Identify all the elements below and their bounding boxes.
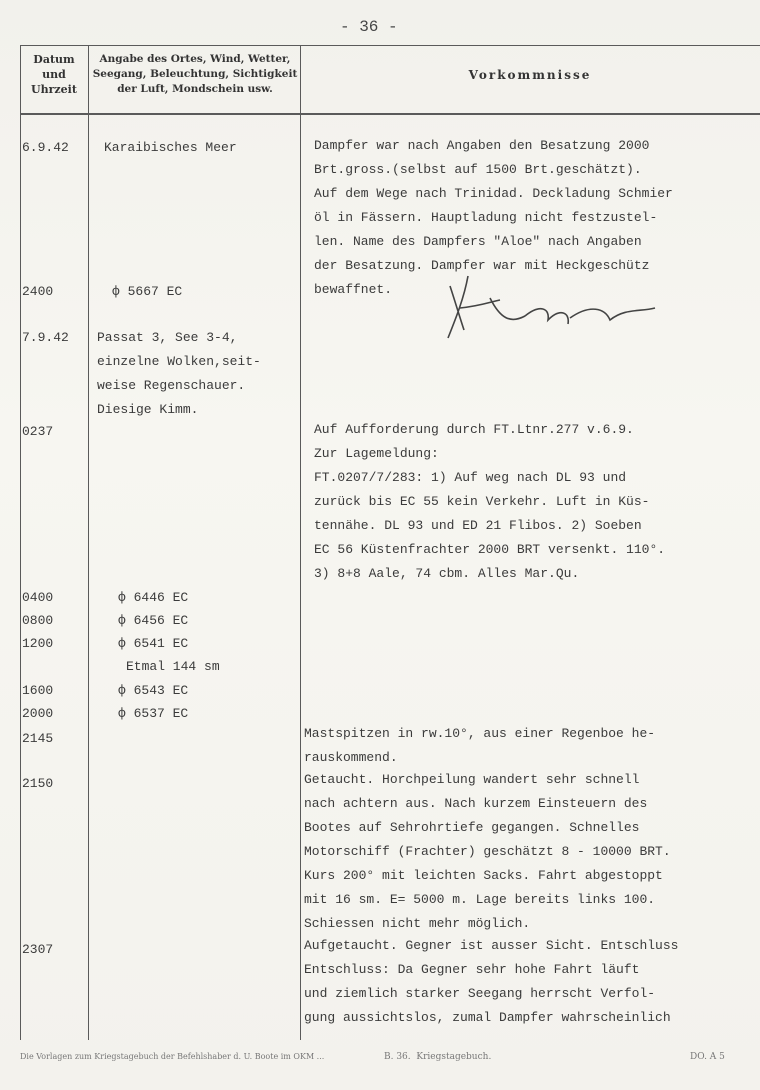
- entry-place: ф 6446 EC: [118, 590, 189, 605]
- footer-center: B. 36. Kriegstagebuch.: [384, 1052, 492, 1062]
- entry-place: ф 6456 EC: [118, 613, 189, 628]
- header-events: Vorkommnisse: [468, 68, 592, 82]
- left-border: [20, 45, 21, 1040]
- entry-time: 0400: [22, 590, 54, 605]
- entry-time: 2000: [22, 706, 54, 721]
- entry-time: 2307: [22, 942, 54, 957]
- footer-left: Die Vorlagen zum Kriegstagebuch der Befehlshaber d. U. Boote im OKM ...: [20, 1052, 325, 1061]
- entry-place: Karaibisches Meer: [104, 140, 237, 155]
- column-divider-1: [88, 45, 89, 1040]
- header-divider: [20, 113, 760, 115]
- entry-time: 2400: [22, 284, 54, 299]
- entry-time: 1200: [22, 636, 54, 651]
- entry-time: 0800: [22, 613, 54, 628]
- handwritten-signature: [430, 268, 670, 348]
- log-page: - 36 - Datum und Uhrzeit Angabe des Ortes, Wind, Wetter, Seegang, Beleuchtung, Sichtigkeit der Luft, Mondschein usw. Vorkommnisse 6.9.42 Karaibisches Meer Dampfer war nach Angaben den Besatzung 2000 Brt.gross.(selbst auf 1500 Brt.geschätzt). Auf dem Wege nach Trinidad. Deckladung Schmier öl in Fässern. Hauptladung nicht festzustel- len. Name des Dampfers "Aloe" nach Angaben der Besatzung. Dampfer war mit Heckgeschütz bewaffnet. 2400 ф 5667 EC 7.9.42 Passat 3, See 3-4, einzelne Wolken,seit- weise Regenschauer. Diesige Kimm. 0237 Auf Aufforderung durch FT.Ltnr.277 v.6.9. Zur Lagemeldung: FT.0207/7/283: 1) Auf weg nach DL 93 und zurück bis EC 55 kein Verkehr. Luft in Küs- tennähe. DL 93 und ED 21 Flibos. 2) Soeben EC 56 Küstenfrachter 2000 BRT versenkt. 110°. 3) 8+8 Aale, 74 cbm. Alles Mar.Qu. 0400 ф 6446 EC 0800 ф 6456 EC 1200 ф 6541 EC Etmal 144 sm 1600 ф 6543 EC 2000 ф 6537 EC 2145 Mastspitzen in rw.10°, aus einer Regenboe he- rauskommend. 2150 Getaucht. Horchpeilung wandert sehr schnell nach achtern aus. Nach kurzem Einsteuern des Bootes auf Sehrohrtiefe gegangen. Schnelles Motorschiff (Frachter) geschätzt 8 - 10000 BRT. Kurs 200° mit leichten Sacks. Fahrt abgestoppt mit 16 sm. E= 5000 m. Lage bereits links 100. Schiessen nicht mehr möglich. 2307 Aufgetaucht. Gegner ist ausser Sicht. Entschluss Entschluss: Da Gegner sehr hohe Fahrt läuft und ziemlich starker Seegang herrscht Verfol- gung aussichtslos, zumal Dampfer wahrscheinlich Die Vorlagen zum Kriegstagebuch der Befehlshaber d. U. Boote im OKM ... B. 36. Kriegstagebuch. DO. A 5: [0, 0, 760, 1090]
- entry-time: 0237: [22, 424, 54, 439]
- entry-place: ф 6543 EC: [118, 683, 189, 698]
- entry-time: 1600: [22, 683, 54, 698]
- header-date-time: Datum und Uhrzeit: [31, 53, 77, 96]
- entry-time: 2145: [22, 731, 54, 746]
- entry-time: 7.9.42: [22, 330, 69, 345]
- entry-time: 2150: [22, 776, 54, 791]
- top-border: [20, 45, 760, 46]
- entry-place: ф 6537 EC: [118, 706, 189, 721]
- entry-place: ф 5667 EC: [112, 284, 183, 299]
- entry-place: ф 6541 EC: [118, 636, 189, 651]
- footer-right: DO. A 5: [690, 1052, 725, 1062]
- column-divider-2: [300, 45, 301, 1040]
- entry-place-etmal: Etmal 144 sm: [126, 659, 220, 674]
- page-number: - 36 -: [340, 18, 398, 36]
- entry-time: 6.9.42: [22, 140, 69, 155]
- header-location-weather: Angabe des Ortes, Wind, Wetter, Seegang, Beleuchtung, Sichtigkeit der Luft, Mondschein usw.: [92, 53, 298, 95]
